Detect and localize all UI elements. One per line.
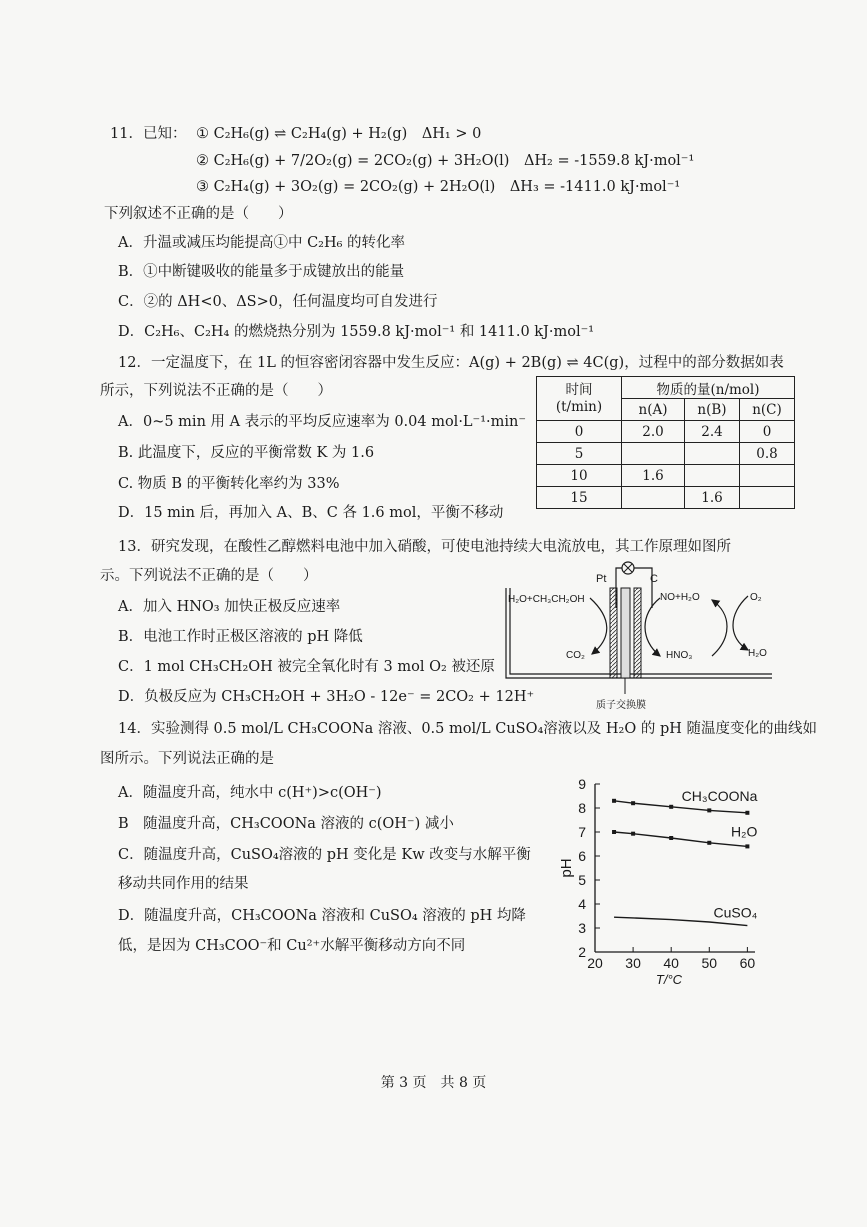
data-point	[669, 805, 673, 809]
q14-option-d: D．随温度升高，CH₃COONa 溶液和 CuSO₄ 溶液的 pH 均降	[118, 908, 526, 924]
oxygen-label: O₂	[750, 592, 762, 603]
time-label: 时间	[565, 381, 593, 398]
q14-stem-line1: 14．实验测得 0.5 mol/L CH₃COONa 溶液、0.5 mol/L CuSO₄溶液以及 H₂O 的 pH 随温度变化的曲线如	[118, 721, 818, 737]
q11-equation-3: ③ C₂H₄(g) + 3O₂(g) = 2CO₂(g) + 2H₂O(l) ΔH₃ = -1411.0 kJ·mol⁻¹	[196, 179, 681, 195]
x-tick-label: 40	[663, 955, 679, 971]
table-row	[537, 487, 795, 509]
nitric-acid-label: HNO₃	[666, 650, 693, 661]
table-row	[537, 443, 795, 465]
q11-option-c: C．②的 ΔH<0、ΔS>0，任何温度均可自发进行	[118, 294, 438, 310]
series-label: CH₃COONa	[681, 787, 758, 804]
q12-data-table	[536, 376, 795, 509]
q11-prompt: 下列叙述不正确的是（ ）	[104, 206, 293, 222]
pt-label: Pt	[596, 573, 607, 585]
data-point	[707, 841, 711, 845]
table-col-na: n(A)	[622, 399, 685, 421]
q11-equation-2: ② C₂H₆(g) + 7/2O₂(g) = 2CO₂(g) + 3H₂O(l) ΔH₂ = -1559.8 kJ·mol⁻¹	[196, 153, 695, 169]
table-cell	[622, 443, 685, 465]
y-tick-label: 5	[578, 872, 586, 888]
table-row	[537, 465, 795, 487]
page-footer: 第 3 页 共 8 页	[380, 1075, 487, 1091]
q11-stem: 11．已知：	[110, 126, 187, 142]
q13-stem-line2: 示。下列说法不正确的是（ ）	[100, 568, 318, 584]
table-cell: 2.0	[622, 421, 685, 443]
x-tick-label: 50	[701, 955, 718, 971]
q11-option-d: D．C₂H₆、C₂H₄ 的燃烧热分别为 1559.8 kJ·mol⁻¹ 和 1411.0 kJ·mol⁻¹	[118, 324, 595, 340]
q12-option-b: B. 此温度下，反应的平衡常数 K 为 1.6	[118, 445, 375, 461]
c-electrode	[634, 588, 641, 678]
no-water-label: NO+H₂O	[660, 592, 700, 603]
c-label: C	[650, 573, 658, 585]
y-tick-label: 3	[578, 920, 586, 936]
anode-product-label: CO₂	[566, 650, 585, 661]
q14-option-c-cont: 移动共同作用的结果	[118, 876, 249, 892]
data-point	[631, 832, 635, 836]
data-point	[612, 799, 616, 803]
table-header-amount: 物质的量(n/mol)	[622, 377, 795, 399]
table-cell: 1.6	[622, 465, 685, 487]
table-cell	[685, 443, 740, 465]
fuel-cell-diagram	[500, 558, 775, 718]
q13-stem-line1: 13．研究发现，在酸性乙醇燃料电池中加入硝酸，可使电池持续大电流放电，其工作原理如图所	[118, 539, 731, 555]
data-point	[612, 830, 616, 834]
q12-option-c: C. 物质 B 的平衡转化率约为 33%	[118, 476, 340, 492]
data-point	[669, 836, 673, 840]
y-tick-label: 4	[578, 896, 586, 912]
q11-equation-1: ① C₂H₆(g) ⇌ C₂H₄(g) + H₂(g) ΔH₁ > 0	[196, 126, 482, 142]
table-header-time	[537, 377, 622, 421]
table-cell	[622, 487, 685, 509]
anode-arrow	[590, 598, 607, 654]
table-cell: 0	[537, 421, 622, 443]
q14-stem-line2: 图所示。下列说法正确的是	[100, 751, 274, 767]
y-axis-label: pH	[558, 858, 575, 878]
y-tick-label: 9	[578, 776, 586, 792]
table-cell	[685, 465, 740, 487]
table-cell: 0	[740, 421, 795, 443]
q12-stem-line2: 所示，下列说法不正确的是（ ）	[100, 383, 332, 399]
pt-electrode	[610, 588, 617, 678]
table-cell: 1.6	[685, 487, 740, 509]
x-tick-label: 60	[739, 955, 756, 971]
q11-option-a: A．升温或减压均能提高①中 C₂H₆ 的转化率	[118, 235, 406, 251]
table-cell	[740, 487, 795, 509]
table-cell: 5	[537, 443, 622, 465]
table-cell: 0.8	[740, 443, 795, 465]
y-tick-label: 6	[578, 848, 586, 864]
q13-option-b: B．电池工作时正极区溶液的 pH 降低	[118, 629, 363, 645]
time-unit-label: (t/min)	[555, 398, 603, 415]
table-cell: 15	[537, 487, 622, 509]
q12-stem-line1: 12．一定温度下，在 1L 的恒容密闭容器中发生反应：A(g) + 2B(g) ⇌ 4C(g)，过程中的部分数据如表	[118, 355, 784, 371]
series-label: H₂O	[730, 823, 758, 840]
q13-option-a: A．加入 HNO₃ 加快正极反应速率	[118, 599, 341, 615]
series-label: CuSO₄	[713, 904, 758, 921]
y-tick-label: 2	[578, 944, 586, 960]
table-cell	[740, 465, 795, 487]
data-point	[707, 808, 711, 812]
proton-exchange-membrane	[621, 588, 630, 678]
ph-temperature-chart	[545, 772, 785, 992]
table-row	[537, 421, 795, 443]
table-cell: 10	[537, 465, 622, 487]
membrane-label: 质子交换膜	[596, 700, 646, 711]
q12-option-d: D．15 min 后，再加入 A、B、C 各 1.6 mol，平衡不移动	[118, 505, 504, 521]
data-point	[745, 844, 749, 848]
anode-reactant-label: H₂O+CH₃CH₂OH	[508, 594, 585, 605]
x-tick-label: 20	[587, 955, 603, 971]
q14-option-c: C．随温度升高，CuSO₄溶液的 pH 变化是 Kw 改变与水解平衡	[118, 847, 531, 863]
x-tick-label: 30	[625, 955, 641, 971]
table-col-nb: n(B)	[685, 399, 740, 421]
x-axis-label: T/°C	[655, 972, 683, 987]
data-point	[745, 811, 749, 815]
q14-option-a: A．随温度升高，纯水中 c(H⁺)>c(OH⁻)	[118, 785, 382, 801]
q14-option-b: B 随温度升高，CH₃COONa 溶液的 c(OH⁻) 减小	[118, 816, 454, 832]
q12-option-a: A．0~5 min 用 A 表示的平均反应速率为 0.04 mol·L⁻¹·min⁻	[118, 414, 527, 430]
cathode-arrow-right	[712, 600, 727, 656]
table-cell: 2.4	[685, 421, 740, 443]
q13-option-c: C．1 mol CH₃CH₂OH 被完全氧化时有 3 mol O₂ 被还原	[118, 659, 495, 675]
q13-option-d: D．负极反应为 CH₃CH₂OH + 3H₂O - 12e⁻ = 2CO₂ + 12H⁺	[118, 689, 535, 705]
q11-option-b: B．①中断键吸收的能量多于成键放出的能量	[118, 264, 405, 280]
y-tick-label: 8	[578, 800, 586, 816]
y-tick-label: 7	[578, 824, 586, 840]
oxygen-arrow	[733, 596, 748, 650]
q14-option-d-cont: 低，是因为 CH₃COO⁻和 Cu²⁺水解平衡移动方向不同	[118, 938, 466, 954]
data-point	[631, 801, 635, 805]
table-col-nc: n(C)	[740, 399, 795, 421]
water-label: H₂O	[748, 648, 767, 659]
